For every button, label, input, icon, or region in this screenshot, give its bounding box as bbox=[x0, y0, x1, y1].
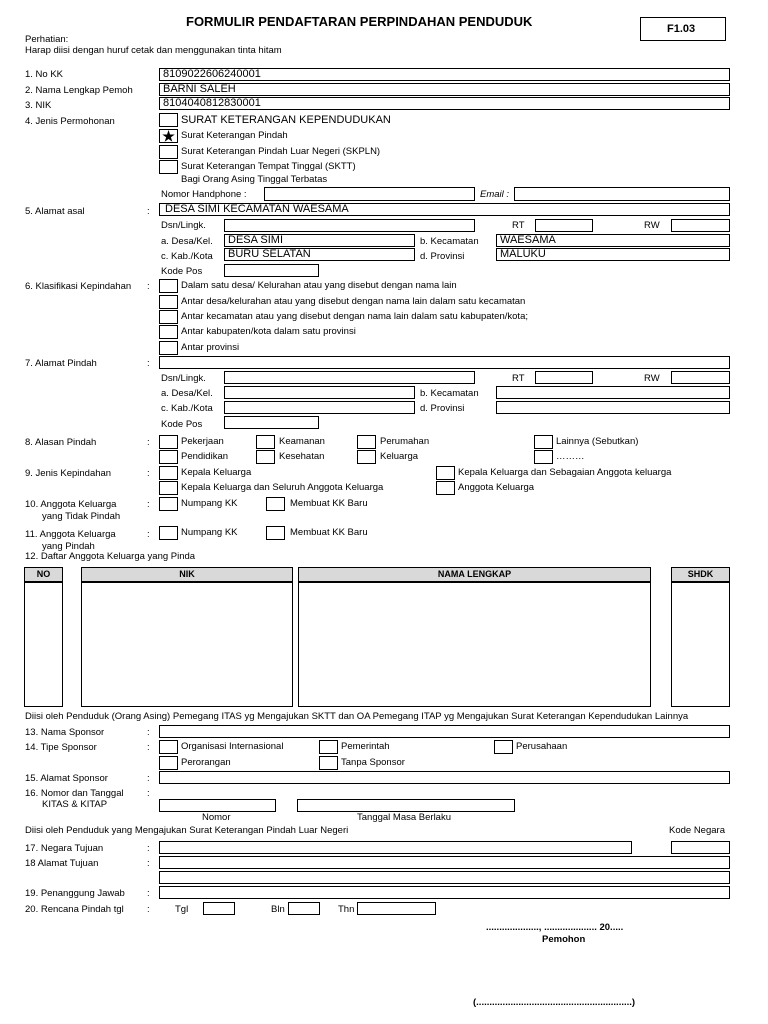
asal-rw-label: RW bbox=[644, 220, 660, 231]
kode-negara-label: Kode Negara bbox=[669, 825, 725, 836]
alamat-asal-value: DESA SIMI KECAMATAN WAESAMA bbox=[165, 203, 349, 215]
kepindahan-kk-seluruh-label: Kepala Keluarga dan Seluruh Anggota Keluarga bbox=[181, 482, 384, 493]
sponsor-org-label: Organisasi Internasional bbox=[181, 741, 284, 752]
nik-label: 3. NIK bbox=[25, 100, 52, 111]
col-no-header: NO bbox=[24, 567, 63, 582]
yang-pindah-label: 11. Anggota Keluarga bbox=[25, 529, 116, 540]
pindah-kab-field[interactable] bbox=[224, 401, 415, 414]
kode-negara-field[interactable] bbox=[671, 841, 730, 854]
signature-line: (...........................................................) bbox=[473, 997, 636, 1008]
opt-skpln-label: Surat Keterangan Pindah Luar Negeri (SKPLN) bbox=[181, 146, 381, 157]
alasan-kesehatan-checkbox[interactable] bbox=[256, 450, 275, 464]
colon: : bbox=[147, 468, 150, 479]
alasan-keamanan-label: Keamanan bbox=[279, 436, 325, 447]
klasifikasi-option-2: Antar desa/kelurahan atau yang disebut dengan nama lain dalam satu kecamatan bbox=[181, 296, 526, 307]
jenis-header-checkbox[interactable] bbox=[159, 113, 178, 127]
asal-pos-field[interactable] bbox=[224, 264, 319, 277]
pindah-pos-label: Kode Pos bbox=[161, 419, 203, 430]
tgl-label: Tgl bbox=[175, 904, 189, 915]
penanggung-label: 19. Penanggung Jawab bbox=[25, 888, 125, 899]
jenis-kepindahan-label: 9. Jenis Kepindahan bbox=[25, 468, 112, 479]
alamat-tujuan-field-1[interactable] bbox=[159, 856, 730, 869]
klasifikasi-option-3: Antar kecamatan atau yang disebut dengan nama lain dalam satu kabupaten/kota; bbox=[181, 311, 528, 322]
sponsor-pemerintah-label: Pemerintah bbox=[341, 741, 390, 752]
alamat-sponsor-label: 15. Alamat Sponsor bbox=[25, 773, 108, 784]
kepindahan-kk-checkbox[interactable] bbox=[159, 466, 178, 480]
klasifikasi-checkbox-5[interactable] bbox=[159, 341, 178, 355]
kitas-tanggal-caption: Tanggal Masa Berlaku bbox=[357, 812, 451, 823]
no-kk-value: 8109022606240001 bbox=[163, 68, 261, 80]
klasifikasi-checkbox-3[interactable] bbox=[159, 310, 178, 324]
colon: : bbox=[147, 281, 150, 292]
asal-rw-field[interactable] bbox=[671, 219, 730, 232]
klasifikasi-label: 6. Klasifikasi Kepindahan bbox=[25, 281, 132, 292]
daftar-label: 12. Daftar Anggota Keluarga yang Pinda bbox=[25, 551, 196, 562]
tidak-pindah-numpang-checkbox[interactable] bbox=[159, 497, 178, 511]
no-kk-field[interactable] bbox=[159, 68, 730, 81]
alasan-other-dots: ……… bbox=[556, 451, 585, 462]
asal-kec-field[interactable] bbox=[496, 234, 730, 247]
colon: : bbox=[147, 358, 150, 369]
opt-pindah-label: Surat Keterangan Pindah bbox=[181, 130, 288, 141]
kitas-kitap-label: KITAS & KITAP bbox=[42, 799, 108, 810]
sponsor-org-checkbox[interactable] bbox=[159, 740, 178, 754]
colon: : bbox=[147, 773, 150, 784]
rencana-label: 20. Rencana Pindah tgl bbox=[25, 904, 124, 915]
pindah-rw-field[interactable] bbox=[671, 371, 730, 384]
nama-label: 2. Nama Lengkap Pemoh bbox=[25, 85, 133, 96]
asal-pos-label: Kode Pos bbox=[161, 266, 203, 277]
asal-kec-label: b. Kecamatan bbox=[420, 236, 479, 247]
no-kk-label: 1. No KK bbox=[25, 69, 64, 80]
pindah-prov-label: d. Provinsi bbox=[420, 403, 465, 414]
alasan-lainnya-label: Lainnya (Sebutkan) bbox=[556, 436, 639, 447]
yang-pindah-sublabel: yang Pindah bbox=[42, 541, 95, 552]
alasan-label: 8. Alasan Pindah bbox=[25, 437, 97, 448]
colon: : bbox=[147, 888, 150, 899]
colon: : bbox=[147, 499, 150, 510]
klasifikasi-checkbox-1[interactable] bbox=[159, 279, 178, 293]
pindah-kab-label: c. Kab./Kota bbox=[161, 403, 213, 414]
pindah-dsn-label: Dsn/Lingk. bbox=[161, 373, 206, 384]
sponsor-tanpa-label: Tanpa Sponsor bbox=[341, 757, 405, 768]
asal-desa-value: DESA SIMI bbox=[228, 234, 284, 246]
col-nama-header: NAMA LENGKAP bbox=[298, 567, 651, 582]
notice-text: Harap diisi dengan huruf cetak dan menggunakan tinta hitam bbox=[25, 45, 282, 56]
alasan-pekerjaan-label: Pekerjaan bbox=[181, 436, 224, 447]
kepindahan-kk-sebagian-label: Kepala Keluarga dan Sebagaian Anggota keluarga bbox=[458, 467, 672, 478]
sponsor-tanpa-checkbox[interactable] bbox=[319, 756, 338, 770]
nik-value: 8104040812830001 bbox=[163, 97, 261, 109]
yang-pindah-baru-checkbox[interactable] bbox=[266, 526, 285, 540]
pemohon-label: Pemohon bbox=[542, 934, 586, 945]
pindah-kec-field[interactable] bbox=[496, 386, 730, 399]
tidak-pindah-label: 10. Anggota Keluarga bbox=[25, 499, 117, 510]
bln-field[interactable] bbox=[288, 902, 320, 915]
col-nama-body[interactable] bbox=[298, 582, 651, 707]
colon: : bbox=[147, 843, 150, 854]
nomor-tanggal-label: 16. Nomor dan Tanggal bbox=[25, 788, 124, 799]
opt-skpln-checkbox[interactable] bbox=[159, 145, 178, 159]
jenis-header: SURAT KETERANGAN KEPENDUDUKAN bbox=[181, 114, 391, 126]
tidak-pindah-baru-checkbox[interactable] bbox=[266, 497, 285, 511]
kitas-nomor-field[interactable] bbox=[159, 799, 276, 812]
pindah-rt-label: RT bbox=[512, 373, 525, 384]
asal-kab-value: BURU SELATAN bbox=[228, 248, 311, 260]
sponsor-pemerintah-checkbox[interactable] bbox=[319, 740, 338, 754]
opt-sktt-note: Bagi Orang Asing Tinggal Terbatas bbox=[181, 174, 328, 185]
alasan-other-checkbox[interactable] bbox=[534, 450, 553, 464]
kepindahan-ak-label: Anggota Keluarga bbox=[458, 482, 535, 493]
asal-rt-label: RT bbox=[512, 220, 525, 231]
alasan-pendidikan-checkbox[interactable] bbox=[159, 450, 178, 464]
phone-field[interactable] bbox=[264, 187, 475, 201]
asal-kab-label: c. Kab./Kota bbox=[161, 251, 213, 262]
col-no-body[interactable] bbox=[24, 582, 63, 707]
thn-field[interactable] bbox=[357, 902, 436, 915]
yang-pindah-baru-label: Membuat KK Baru bbox=[290, 527, 368, 538]
colon: : bbox=[147, 206, 150, 217]
klasifikasi-option-1: Dalam satu desa/ Kelurahan atau yang disebut dengan nama lain bbox=[181, 280, 457, 291]
orang-asing-heading: Diisi oleh Penduduk (Orang Asing) Pemegang ITAS yg Mengajukan SKTT dan OA Pemegang ITAP yg Mengajukan Surat Keterangan Kependudukan Lainnya bbox=[25, 711, 689, 722]
alasan-keluarga-label: Keluarga bbox=[380, 451, 419, 462]
sponsor-perorangan-checkbox[interactable] bbox=[159, 756, 178, 770]
notice-label: Perhatian: bbox=[25, 34, 69, 45]
kepindahan-kk-label: Kepala Keluarga bbox=[181, 467, 252, 478]
colon: : bbox=[147, 437, 150, 448]
asal-dsn-field[interactable] bbox=[224, 219, 475, 232]
colon: : bbox=[147, 904, 150, 915]
alamat-sponsor-field[interactable] bbox=[159, 771, 730, 784]
negara-tujuan-field[interactable] bbox=[159, 841, 632, 854]
colon: : bbox=[147, 858, 150, 869]
alasan-pekerjaan-checkbox[interactable] bbox=[159, 435, 178, 449]
opt-sktt-checkbox[interactable] bbox=[159, 160, 178, 174]
nama-sponsor-label: 13. Nama Sponsor bbox=[25, 727, 105, 738]
asal-kec-value: WAESAMA bbox=[500, 234, 556, 246]
pindah-desa-label: a. Desa/Kel. bbox=[161, 388, 213, 399]
asal-prov-field[interactable] bbox=[496, 248, 730, 261]
colon: : bbox=[147, 529, 150, 540]
klasifikasi-option-5: Antar provinsi bbox=[181, 342, 240, 353]
alasan-kesehatan-label: Kesehatan bbox=[279, 451, 325, 462]
pindah-rw-label: RW bbox=[644, 373, 660, 384]
kepindahan-ak-checkbox[interactable] bbox=[436, 481, 455, 495]
colon: : bbox=[147, 742, 150, 753]
klasifikasi-checkbox-2[interactable] bbox=[159, 295, 178, 309]
pindah-dsn-field[interactable] bbox=[224, 371, 475, 384]
form-code: F1.03 bbox=[667, 23, 696, 35]
alamat-asal-label: 5. Alamat asal bbox=[25, 206, 85, 217]
opt-sktt-label: Surat Keterangan Tempat Tinggal (SKTT) bbox=[181, 161, 356, 172]
colon: : bbox=[147, 788, 150, 799]
asal-dsn-label: Dsn/Lingk. bbox=[161, 220, 206, 231]
asal-rt-field[interactable] bbox=[535, 219, 593, 232]
alamat-asal-field[interactable] bbox=[159, 203, 730, 216]
yang-pindah-numpang-checkbox[interactable] bbox=[159, 526, 178, 540]
pindah-kec-label: b. Kecamatan bbox=[420, 388, 479, 399]
tidak-pindah-baru-label: Membuat KK Baru bbox=[290, 498, 368, 509]
tgl-field[interactable] bbox=[203, 902, 235, 915]
form-code-box bbox=[640, 17, 726, 41]
kepindahan-kk-sebagian-checkbox[interactable] bbox=[436, 466, 455, 480]
sponsor-perusahaan-checkbox[interactable] bbox=[494, 740, 513, 754]
opt-pindah-checkbox[interactable] bbox=[159, 129, 178, 143]
penanggung-field[interactable] bbox=[159, 886, 730, 899]
yang-pindah-numpang-label: Numpang KK bbox=[181, 527, 238, 538]
asal-kab-field[interactable] bbox=[224, 248, 415, 261]
pindah-prov-field[interactable] bbox=[496, 401, 730, 414]
tipe-sponsor-label: 14. Tipe Sponsor bbox=[25, 742, 97, 753]
klasifikasi-checkbox-4[interactable] bbox=[159, 325, 178, 339]
pindah-rt-field[interactable] bbox=[535, 371, 593, 384]
alamat-pindah-label: 7. Alamat Pindah bbox=[25, 358, 97, 369]
sponsor-perorangan-label: Perorangan bbox=[181, 757, 231, 768]
nama-sponsor-field[interactable] bbox=[159, 725, 730, 738]
kitas-nomor-caption: Nomor bbox=[202, 812, 231, 823]
checked-star-icon: ★ bbox=[162, 128, 175, 144]
negara-tujuan-label: 17. Negara Tujuan bbox=[25, 843, 104, 854]
asal-prov-value: MALUKU bbox=[500, 248, 546, 260]
phone-label: Nomor Handphone : bbox=[161, 189, 247, 200]
sponsor-perusahaan-label: Perusahaan bbox=[516, 741, 568, 752]
alasan-perumahan-label: Perumahan bbox=[380, 436, 430, 447]
klasifikasi-option-4: Antar kabupaten/kota dalam satu provinsi bbox=[181, 326, 356, 337]
nama-field[interactable] bbox=[159, 83, 730, 96]
form-title: FORMULIR PENDAFTARAN PERPINDAHAN PENDUDUK bbox=[186, 14, 533, 29]
alasan-keamanan-checkbox[interactable] bbox=[256, 435, 275, 449]
tidak-pindah-sublabel: yang Tidak Pindah bbox=[42, 511, 121, 522]
kepindahan-kk-seluruh-checkbox[interactable] bbox=[159, 481, 178, 495]
tidak-pindah-numpang-label: Numpang KK bbox=[181, 498, 238, 509]
colon: : bbox=[147, 727, 150, 738]
asal-desa-label: a. Desa/Kel. bbox=[161, 236, 213, 247]
pindah-pos-field[interactable] bbox=[224, 416, 319, 429]
col-shdk-body[interactable] bbox=[671, 582, 730, 707]
thn-label: Thn bbox=[338, 904, 355, 915]
email-field[interactable] bbox=[514, 187, 730, 201]
alasan-keluarga-checkbox[interactable] bbox=[357, 450, 376, 464]
asal-prov-label: d. Provinsi bbox=[420, 251, 465, 262]
alasan-perumahan-checkbox[interactable] bbox=[357, 435, 376, 449]
col-nik-body[interactable] bbox=[81, 582, 293, 707]
luar-negeri-heading: Diisi oleh Penduduk yang Mengajukan Surat Keterangan Pindah Luar Negeri bbox=[25, 825, 349, 836]
nik-field[interactable] bbox=[159, 97, 730, 110]
date-line: ...................., .................... 20..... bbox=[486, 922, 624, 933]
jenis-label: 4. Jenis Permohonan bbox=[25, 116, 115, 127]
bln-label: Bln bbox=[271, 904, 285, 915]
col-shdk-header: SHDK bbox=[671, 567, 730, 582]
alasan-lainnya-checkbox[interactable] bbox=[534, 435, 553, 449]
col-nik-header: NIK bbox=[81, 567, 293, 582]
email-label: Email : bbox=[480, 189, 510, 200]
kitas-tanggal-field[interactable] bbox=[297, 799, 515, 812]
pindah-desa-field[interactable] bbox=[224, 386, 415, 399]
alamat-tujuan-label: 18 Alamat Tujuan bbox=[25, 858, 99, 869]
alasan-pendidikan-label: Pendidikan bbox=[181, 451, 229, 462]
alamat-pindah-field[interactable] bbox=[159, 356, 730, 369]
asal-desa-field[interactable] bbox=[224, 234, 415, 247]
nama-value: BARNI SALEH bbox=[163, 83, 236, 95]
alamat-tujuan-field-2[interactable] bbox=[159, 871, 730, 884]
